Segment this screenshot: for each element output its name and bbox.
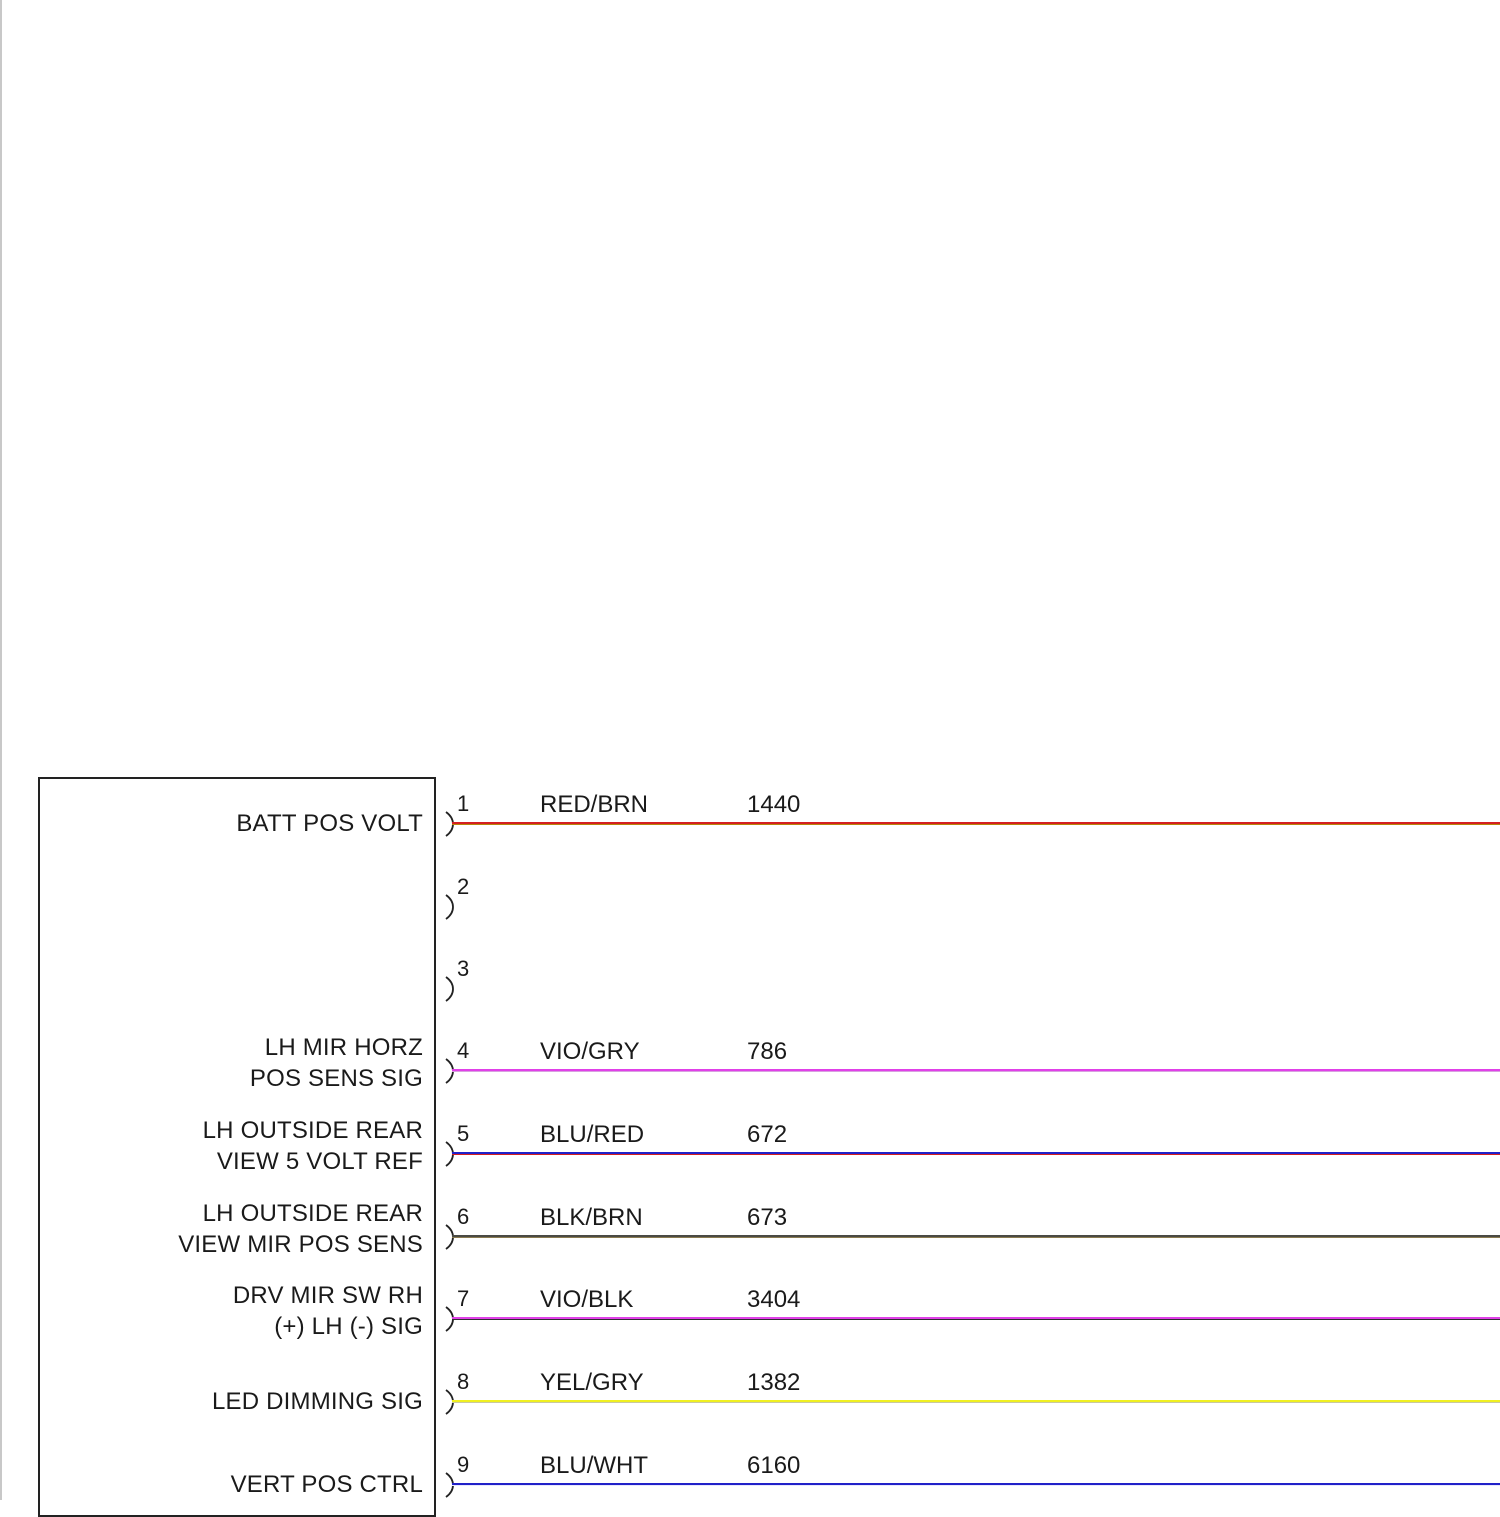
pin-number: 2 [457, 874, 470, 899]
wire-stripe [452, 1402, 1500, 1403]
pin-terminal-icon [443, 974, 457, 1004]
wire-line [452, 822, 1500, 825]
pin-number: 4 [457, 1038, 470, 1063]
wire-line [452, 1235, 1500, 1238]
pin-function-label: VERT POS CTRL [230, 1471, 423, 1498]
wire-line [452, 1317, 1500, 1320]
page-edge-border [0, 0, 2, 1500]
circuit-number: 3404 [747, 1286, 801, 1313]
wire-stripe [452, 1071, 1500, 1072]
circuit-number: 1382 [747, 1369, 801, 1396]
wire-color-code: BLU/RED [540, 1121, 645, 1148]
pin-number: 1 [457, 791, 470, 816]
pin-function-label: DRV MIR SW RH (+) LH (-) SIG [232, 1282, 423, 1340]
wire-stripe [452, 1319, 1500, 1320]
wire-color-code: BLK/BRN [540, 1204, 643, 1231]
pin-function-label: BATT POS VOLT [236, 810, 423, 837]
wire-color-code: VIO/BLK [540, 1286, 634, 1313]
pin-number: 7 [457, 1286, 470, 1311]
wire-line [452, 1483, 1500, 1486]
pin-function-label: LH OUTSIDE REAR VIEW MIR POS SENS [178, 1200, 423, 1258]
wire-line [452, 1400, 1500, 1403]
wire-stripe [452, 1237, 1500, 1238]
pin-number: 9 [457, 1452, 470, 1477]
pin-function-label: LED DIMMING SIG [211, 1388, 423, 1415]
pin-function-label: LH OUTSIDE REAR VIEW 5 VOLT REF [202, 1117, 423, 1175]
circuit-number: 672 [747, 1121, 788, 1148]
circuit-number: 1440 [747, 791, 801, 818]
pin-terminal-icon [443, 892, 457, 922]
wire-color-code: RED/BRN [540, 791, 649, 818]
wire-color-code: BLU/WHT [540, 1452, 648, 1479]
circuit-number: 6160 [747, 1452, 801, 1479]
wire-line [452, 1069, 1500, 1072]
wire-stripe [452, 1154, 1500, 1155]
circuit-number: 786 [747, 1038, 788, 1065]
pin-number: 8 [457, 1369, 470, 1394]
pin-function-label: LH MIR HORZ POS SENS SIG [249, 1034, 423, 1092]
pin-number: 6 [457, 1204, 470, 1229]
wire-color-code: VIO/GRY [540, 1038, 640, 1065]
wire-color-code: YEL/GRY [540, 1369, 644, 1396]
wire-stripe [452, 1485, 1500, 1486]
pin-number: 5 [457, 1121, 470, 1146]
pin-number: 3 [457, 956, 470, 981]
wire-stripe [452, 824, 1500, 825]
circuit-number: 673 [747, 1204, 788, 1231]
wire-line [452, 1152, 1500, 1155]
